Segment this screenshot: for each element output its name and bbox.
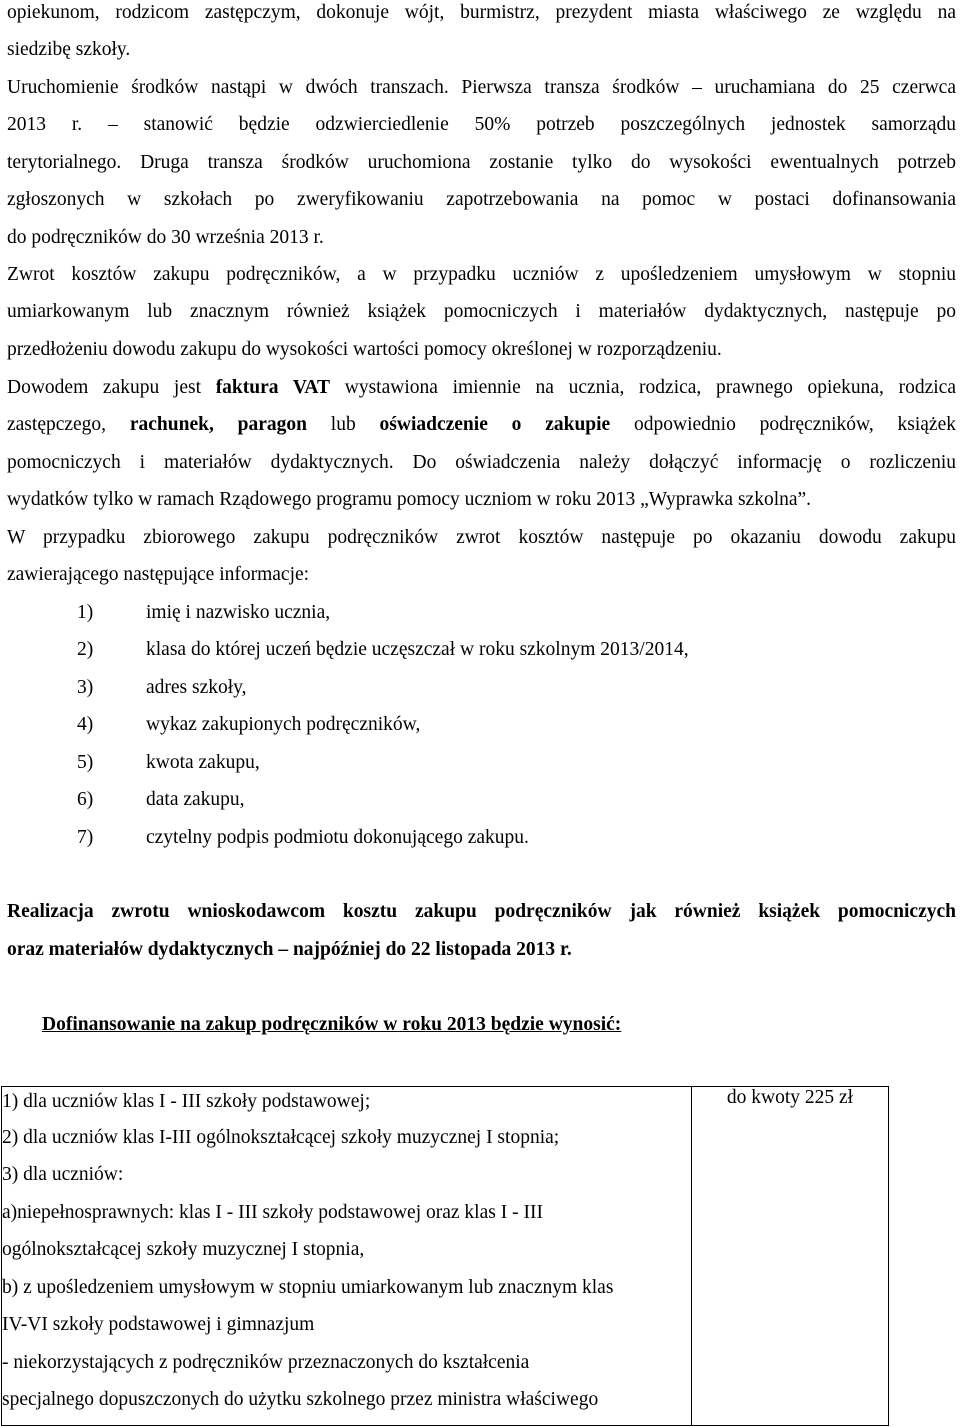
condition-line: 1) dla uczniów klas I - III szkoły podstawowej; — [2, 1091, 371, 1112]
paragraph-line: opiekunom, rodzicom zastępczym, dokonuje wójt, burmistrz, prezydent miasta właściwego ze względu na — [7, 2, 956, 23]
deadline-line: oraz materiałów dydaktycznych – najpóźniej do 22 listopada 2013 r. — [7, 939, 572, 960]
section-heading: Dofinansowanie na zakup podręczników w roku 2013 będzie wynosić: — [42, 1014, 622, 1035]
condition-line: b) z upośledzeniem umysłowym w stopniu umiarkowanym lub znacznym klas — [2, 1276, 614, 1298]
list-text: klasa do której uczeń będzie uczęszczał w roku szkolnym 2013/2014, — [146, 639, 689, 660]
condition-line: - niekorzystających z podręczników przeznaczonych do kształcenia — [2, 1351, 530, 1373]
condition-line: 2) dla uczniów klas I-III ogólnokształcącej szkoły muzycznej I stopnia; — [2, 1126, 560, 1148]
paragraph-line: przedłożeniu dowodu zakupu do wysokości wartości pomocy określonej w rozporządzeniu. — [7, 339, 722, 360]
bold-term-oswiadczenie: oświadczenie o zakupie — [379, 414, 611, 435]
list-text: wykaz zakupionych podręczników, — [146, 714, 421, 735]
list-text: adres szkoły, — [146, 677, 247, 698]
funding-table — [1, 1086, 889, 1426]
paragraph-line: 2013 r. – stanowić będzie odzwierciedlenie 50% potrzeb poszczególnych jednostek samorządu — [7, 114, 956, 135]
paragraph-line: Zwrot kosztów zakupu podręczników, a w przypadku uczniów z upośledzeniem umysłowym w stopniu — [7, 264, 956, 285]
list-number: 6) — [77, 789, 94, 810]
list-number: 4) — [77, 714, 94, 735]
paragraph-line: umiarkowanym lub znacznym również książek pomocniczych i materiałów dydaktycznych, następuje po — [7, 301, 956, 322]
text-span: odpowiednio podręczników, książek — [610, 414, 956, 435]
list-number: 7) — [77, 827, 94, 848]
list-number: 3) — [77, 677, 94, 698]
list-number: 2) — [77, 639, 94, 660]
list-text: imię i nazwisko ucznia, — [146, 602, 331, 623]
conditions-cell — [2, 1087, 692, 1426]
bold-term-rachunek-paragon: rachunek, paragon — [129, 414, 307, 435]
paragraph-line: zawierającego następujące informacje: — [7, 564, 310, 585]
list-number: 5) — [77, 752, 94, 773]
paragraph-line: terytorialnego. Druga transza środków uruchomiona zostanie tylko do wysokości ewentualnych potrzeb — [7, 152, 956, 173]
condition-line: specjalnego dopuszczonych do użytku szkolnego przez ministra właściwego — [2, 1389, 599, 1410]
amount-cell: do kwoty 225 zł — [692, 1087, 889, 1426]
list-text: data zakupu, — [146, 789, 245, 810]
paragraph-line: Uruchomienie środków nastąpi w dwóch transzach. Pierwsza transza środków – uruchamiana do 25 czerwca — [7, 77, 956, 98]
table-row — [2, 1087, 889, 1426]
list-text: czytelny podpis podmiotu dokonującego zakupu. — [146, 827, 529, 848]
text-span: zastępczego, — [7, 414, 130, 435]
condition-line: 3) dla uczniów: — [2, 1164, 124, 1185]
paragraph-line: zgłoszonych w szkołach po zweryfikowaniu zapotrzebowania na pomoc w postaci dofinansowania — [7, 189, 956, 210]
paragraph-line — [7, 413, 956, 437]
text-span: wystawiona imiennie na ucznia, rodzica, prawnego opiekuna, rodzica — [330, 377, 956, 398]
paragraph-line: wydatków tylko w ramach Rządowego programu pomocy uczniom w roku 2013 „Wyprawka szkolna”. — [7, 489, 812, 510]
paragraph-line: pomocniczych i materiałów dydaktycznych. Do oświadczenia należy dołączyć informację o rozliczeniu — [7, 452, 956, 473]
list-text: kwota zakupu, — [146, 752, 260, 773]
paragraph-line: W przypadku zbiorowego zakupu podręczników zwrot kosztów następuje po okazaniu dowodu zakupu — [7, 527, 956, 548]
deadline-line: Realizacja zwrotu wnioskodawcom kosztu zakupu podręczników jak również książek pomocniczych — [7, 901, 956, 922]
condition-line: a)niepełnosprawnych: klas I - III szkoły podstawowej oraz klas I - III — [2, 1201, 543, 1223]
paragraph-line: do podręczników do 30 września 2013 r. — [7, 227, 324, 248]
list-number: 1) — [77, 602, 94, 623]
bold-term-faktura-vat: faktura VAT — [215, 377, 331, 398]
paragraph-line: siedzibę szkoły. — [7, 39, 131, 60]
paragraph-line — [7, 376, 956, 400]
condition-line: ogólnokształcącej szkoły muzycznej I stopnia, — [2, 1239, 365, 1260]
text-span: Dowodem zakupu jest — [7, 377, 216, 398]
condition-line: IV-VI szkoły podstawowej i gimnazjum — [2, 1314, 315, 1335]
text-span: lub — [307, 414, 380, 435]
